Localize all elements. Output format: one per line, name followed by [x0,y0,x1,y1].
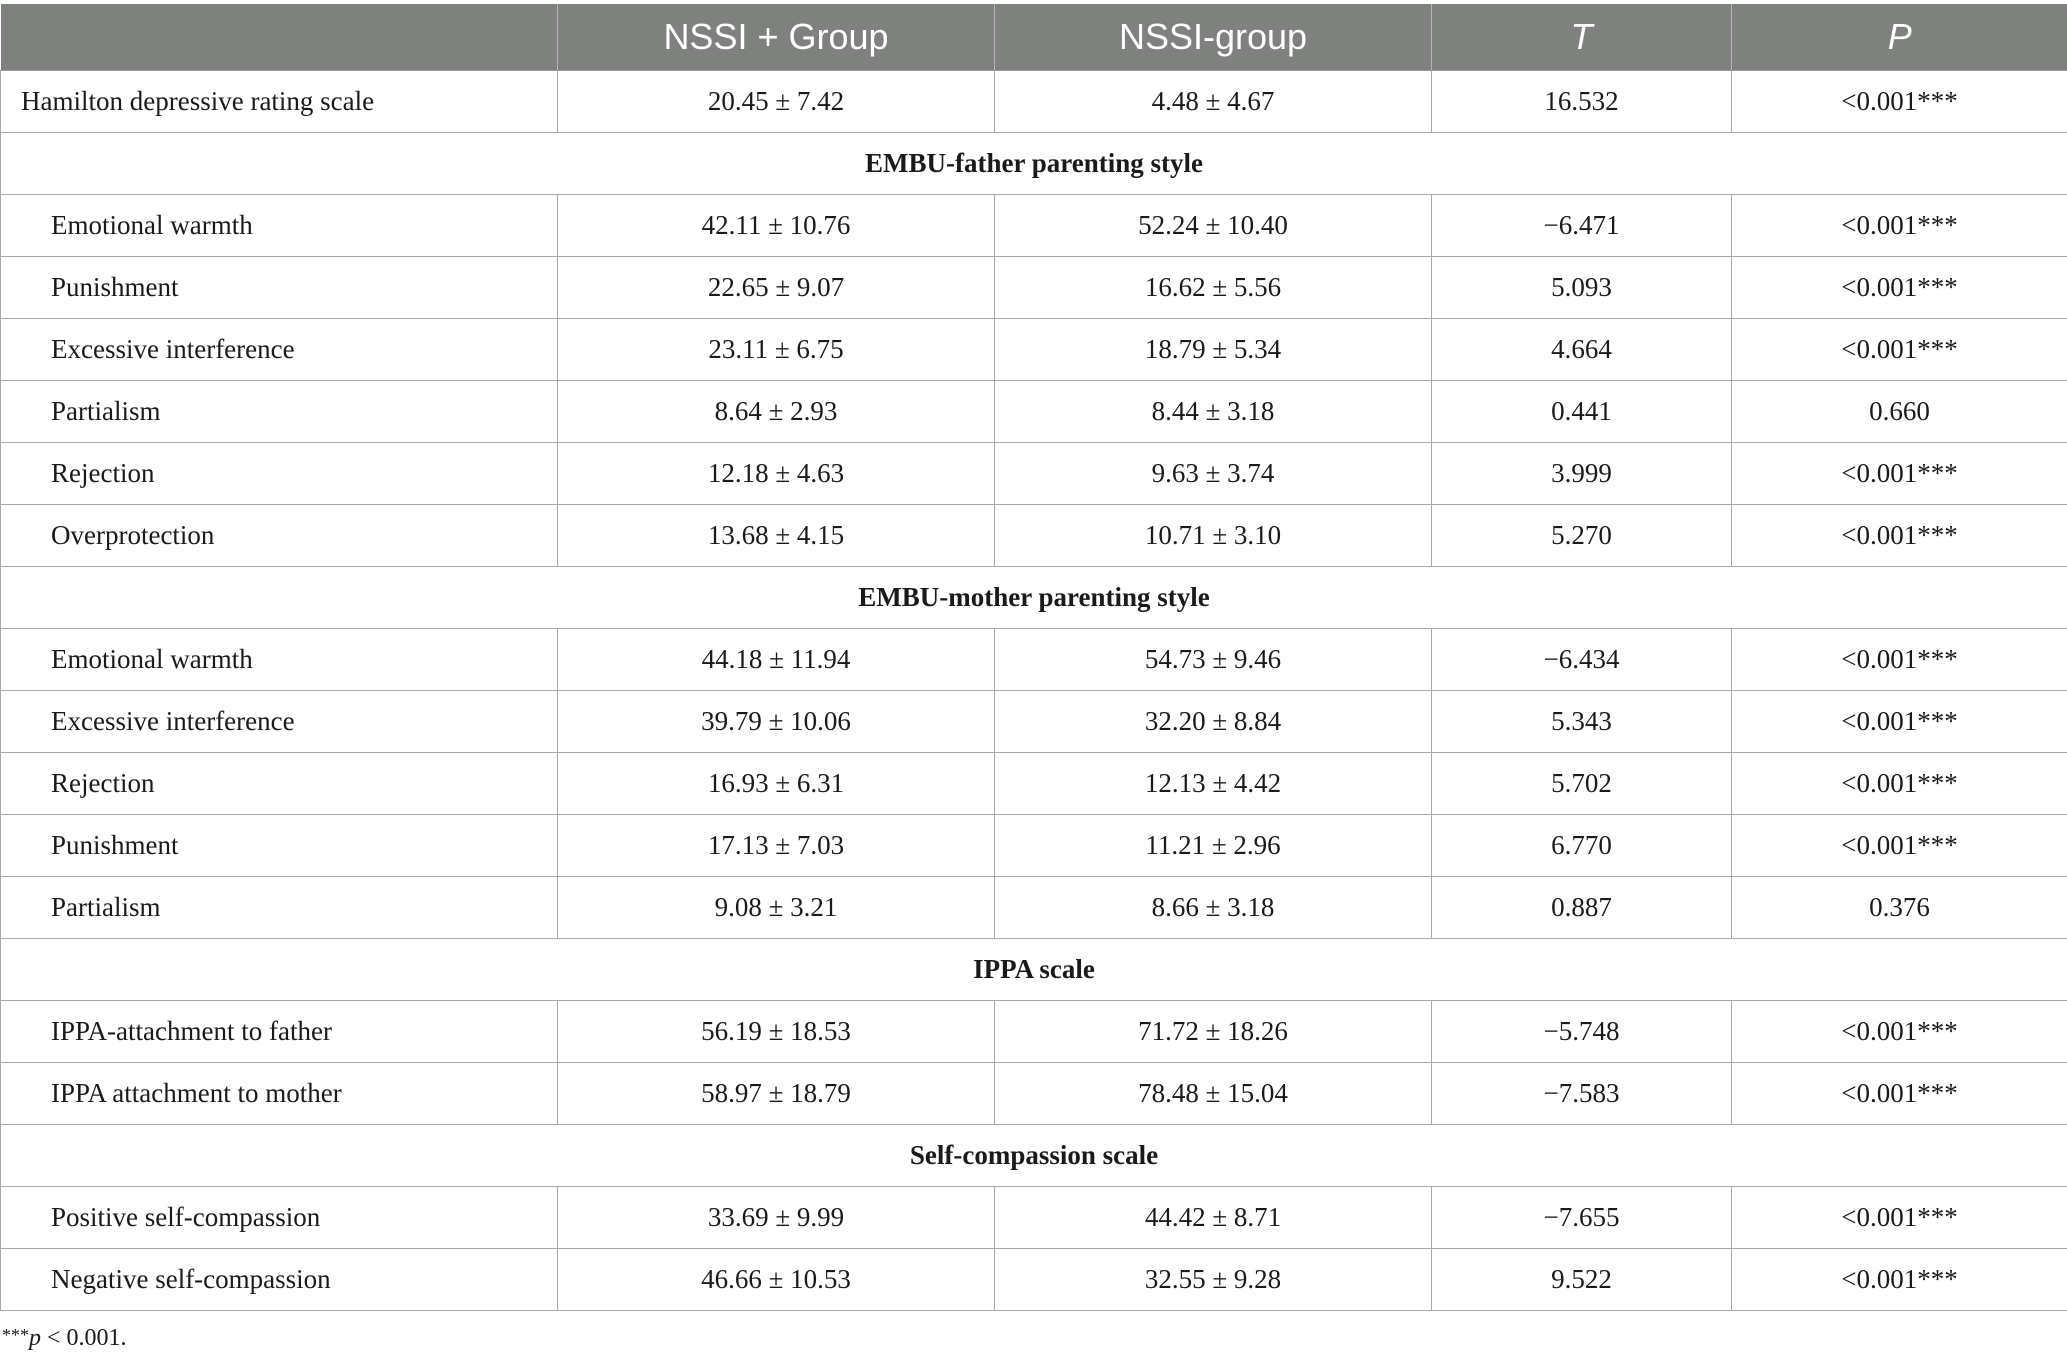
table-footnote [2,1325,127,1352]
section-heading: Self-compassion scale [1,1125,2067,1187]
row-label: Punishment [1,815,558,877]
table-row [1,815,2067,877]
row-label: Rejection [1,443,558,505]
table-row [1,381,2067,443]
cell-nssi-plus-group: 13.68 ± 4.15 [558,505,995,567]
cell-t-value: 9.522 [1432,1249,1732,1311]
row-label: Emotional warmth [1,195,558,257]
section-row [1,939,2067,1001]
table-row [1,1063,2067,1125]
row-label: Excessive interference [1,691,558,753]
row-label: Punishment [1,257,558,319]
cell-nssi-minus-group: 18.79 ± 5.34 [995,319,1432,381]
cell-nssi-minus-group: 8.44 ± 3.18 [995,381,1432,443]
results-table [0,4,2067,1311]
cell-t-value: 5.343 [1432,691,1732,753]
cell-t-value: 0.887 [1432,877,1732,939]
cell-nssi-minus-group: 4.48 ± 4.67 [995,71,1432,133]
cell-p-value: <0.001*** [1732,1187,2067,1249]
header-p: P [1732,4,2067,71]
cell-nssi-plus-group: 9.08 ± 3.21 [558,877,995,939]
cell-t-value: 0.441 [1432,381,1732,443]
cell-t-value: 5.270 [1432,505,1732,567]
row-label: Rejection [1,753,558,815]
cell-t-value: 5.093 [1432,257,1732,319]
table-row [1,1187,2067,1249]
row-label: Positive self-compassion [1,1187,558,1249]
cell-p-value: <0.001*** [1732,443,2067,505]
row-label: IPPA-attachment to father [1,1001,558,1063]
table-row [1,195,2067,257]
row-label: Overprotection [1,505,558,567]
cell-nssi-plus-group: 39.79 ± 10.06 [558,691,995,753]
table-row [1,753,2067,815]
section-heading: EMBU-mother parenting style [1,567,2067,629]
cell-t-value: −5.748 [1432,1001,1732,1063]
cell-p-value: 0.660 [1732,381,2067,443]
table-row [1,443,2067,505]
cell-p-value: <0.001*** [1732,505,2067,567]
cell-nssi-plus-group: 20.45 ± 7.42 [558,71,995,133]
cell-p-value: <0.001*** [1732,1063,2067,1125]
cell-nssi-minus-group: 12.13 ± 4.42 [995,753,1432,815]
cell-nssi-minus-group: 54.73 ± 9.46 [995,629,1432,691]
table-row [1,691,2067,753]
cell-t-value: −6.471 [1432,195,1732,257]
section-heading: EMBU-father parenting style [1,133,2067,195]
cell-nssi-plus-group: 23.11 ± 6.75 [558,319,995,381]
cell-nssi-plus-group: 44.18 ± 11.94 [558,629,995,691]
cell-t-value: 3.999 [1432,443,1732,505]
cell-nssi-minus-group: 52.24 ± 10.40 [995,195,1432,257]
table-row [1,71,2067,133]
cell-p-value: <0.001*** [1732,691,2067,753]
footnote-symbol: *** [2,1325,29,1345]
cell-p-value: <0.001*** [1732,1249,2067,1311]
section-row [1,1125,2067,1187]
table-row [1,257,2067,319]
cell-nssi-plus-group: 46.66 ± 10.53 [558,1249,995,1311]
cell-nssi-minus-group: 8.66 ± 3.18 [995,877,1432,939]
header-nssi-minus-group: NSSI-group [995,4,1432,71]
table-row [1,1249,2067,1311]
cell-t-value: 6.770 [1432,815,1732,877]
cell-nssi-minus-group: 44.42 ± 8.71 [995,1187,1432,1249]
cell-nssi-plus-group: 22.65 ± 9.07 [558,257,995,319]
table-row [1,629,2067,691]
footnote-variable: p [29,1325,41,1351]
table-header [1,4,2067,71]
cell-nssi-plus-group: 58.97 ± 18.79 [558,1063,995,1125]
cell-p-value: 0.376 [1732,877,2067,939]
cell-nssi-minus-group: 71.72 ± 18.26 [995,1001,1432,1063]
cell-t-value: 4.664 [1432,319,1732,381]
row-label: Emotional warmth [1,629,558,691]
cell-nssi-plus-group: 17.13 ± 7.03 [558,815,995,877]
cell-nssi-minus-group: 11.21 ± 2.96 [995,815,1432,877]
table-row [1,505,2067,567]
cell-p-value: <0.001*** [1732,319,2067,381]
row-label: Partialism [1,877,558,939]
row-label: IPPA attachment to mother [1,1063,558,1125]
cell-t-value: 16.532 [1432,71,1732,133]
cell-nssi-plus-group: 12.18 ± 4.63 [558,443,995,505]
cell-p-value: <0.001*** [1732,1001,2067,1063]
row-label: Excessive interference [1,319,558,381]
section-row [1,567,2067,629]
table-row [1,1001,2067,1063]
cell-p-value: <0.001*** [1732,815,2067,877]
section-heading: IPPA scale [1,939,2067,1001]
cell-nssi-plus-group: 33.69 ± 9.99 [558,1187,995,1249]
cell-t-value: −7.583 [1432,1063,1732,1125]
cell-nssi-minus-group: 9.63 ± 3.74 [995,443,1432,505]
cell-nssi-plus-group: 8.64 ± 2.93 [558,381,995,443]
cell-t-value: 5.702 [1432,753,1732,815]
cell-p-value: <0.001*** [1732,195,2067,257]
cell-nssi-plus-group: 56.19 ± 18.53 [558,1001,995,1063]
cell-nssi-minus-group: 32.55 ± 9.28 [995,1249,1432,1311]
row-label: Negative self-compassion [1,1249,558,1311]
cell-p-value: <0.001*** [1732,753,2067,815]
table-body [1,71,2067,1311]
row-label: Hamilton depressive rating scale [1,71,558,133]
cell-nssi-minus-group: 32.20 ± 8.84 [995,691,1432,753]
cell-nssi-minus-group: 10.71 ± 3.10 [995,505,1432,567]
cell-t-value: −7.655 [1432,1187,1732,1249]
header-t: T [1432,4,1732,71]
section-row [1,133,2067,195]
cell-p-value: <0.001*** [1732,257,2067,319]
cell-t-value: −6.434 [1432,629,1732,691]
cell-nssi-plus-group: 16.93 ± 6.31 [558,753,995,815]
table-row [1,877,2067,939]
table-row [1,319,2067,381]
results-table-container [0,4,2067,1311]
cell-nssi-minus-group: 16.62 ± 5.56 [995,257,1432,319]
row-label: Partialism [1,381,558,443]
header-measure [1,4,558,71]
cell-nssi-minus-group: 78.48 ± 15.04 [995,1063,1432,1125]
footnote-text: < 0.001. [41,1325,127,1351]
header-nssi-plus-group: NSSI + Group [558,4,995,71]
cell-p-value: <0.001*** [1732,71,2067,133]
cell-nssi-plus-group: 42.11 ± 10.76 [558,195,995,257]
cell-p-value: <0.001*** [1732,629,2067,691]
header-row [1,4,2067,71]
